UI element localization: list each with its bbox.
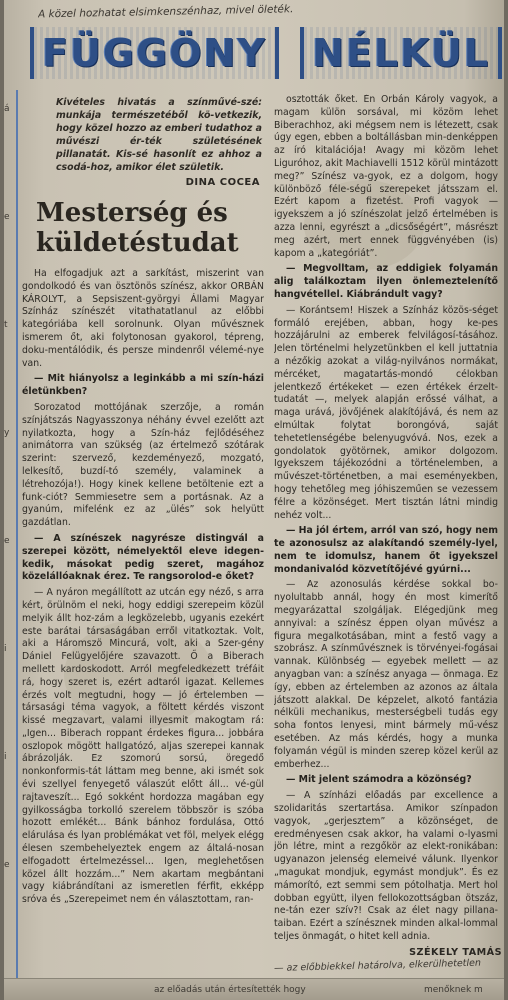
edge-letter: t [4, 320, 8, 330]
column-banner [30, 20, 502, 86]
strip-text-right: menőknek m [424, 985, 483, 995]
body-paragraph: — Az azonosulás kérdése sokkal bo-nyolultabb annál, hogy én most kimerítő megyarázattal szolgáljak. Elégedjünk meg annyival: a színész éppen olyan művész a figura megalkotásában, mint a festő vagy a szobrász. A színművésznek is törvényei-fogásai vannak. Különbség — egyebek mellett — az anyagban van: a színész anyaga — önmaga. Ez így, ebben az értelemben az azonos az általa játszott alakkal. De képzelet, alkotó fantázia nélküli mechanikus, mesterségbeli tudás egy soha fontos lenyesi, mint bármely mű-vész esetében. Az más kérdés, hogy a munka folyamán végül is minden szerep közel kerül az emberhez... [274, 579, 498, 770]
headline-line-2: küldetéstudat [36, 228, 239, 258]
intro-quote: Kivételes hivatás a színművé-szé: munkája természetéből kö-vetkezik, hogy közel hozzo az emberi tudathoz a művészi ér-ték születésének pillanatát. Kis-sé hasonlít ez ahhoz a csodá-hoz, amikor élet születik. [56, 97, 262, 173]
body-paragraph: — A nyáron megállított az utcán egy néző, s arra kért, örülnöm el neki, hogy eddigi szerepeim közül melyik állt hoz-zám a legközelebb, ugyanis ezekért este barátai társaságában erről vitatkoztak. Volt, aki a Háromszö Mincurá, volt, aki a Szer-gény Dániel Felügyelőjére szavazott. Ő a Biberach mellett kardoskodott. Arról megfeledkezett tréfáit rá, hogy szeret is, ezért adtaról igazat. Kellemes érzés volt megtudni, hogy — jó értelemben — társasági téma vagyok, a föltett kérdés viszont kissé megzavart, valami illyesmit makogtam rá: „Igen... Biberach roppant érdekes figura... jobbára oszlopok mögött hallgatózó, aljas szerepei kannak ábrázolják. Ez szomorú sorsú, öregedő nonkonformis-tát láttam meg benne, aki ismét sok évi szellyel fenyegető válaszút előtt áll... vé-gül rajtaveszít... Egó sokként hordozza magában egy gyilkosságba torkolló szerelem többször is szóba hozott emlékét... Bánk bánhoz fordulása, Ottó elárulása és lyan problémákat vet föl, melyek elégg élesen szembehelyeztek engem az általá-nosan elfogadott értelmezéssel... Igen, meglehetősen közel állt hozzám...” Nem akartam megbántani vagy kiábrándítani az ismeretlen férfit, ekképp sróva és „Szerepeimet nem én választottam, ran- [22, 587, 264, 906]
blue-column-rule [16, 90, 18, 980]
banner-word-left: FÜGGÖNY [30, 27, 279, 79]
edge-letter: e [4, 860, 10, 870]
interview-question: — A színészek nagyrésze distingvál a szerepei között, némelyektől eleve idegen-kedik, másokat pedig szeret, magához közelállóaknak érez. Te rangsorolod-e őket? [22, 532, 264, 583]
intro-quote-author: DINA COCEA [185, 177, 260, 188]
body-paragraph: Ha elfogadjuk azt a sarkítást, miszerint van gondolkodó és van ösztönös színész, akkor ORBÁN KÁROLYT, a Sepsiszent-györgyi Állami Magyar Színház színészét vitathatatlanul az előbbi kategóriába kell sorolnunk. Olyan művésznek ismerem őt, aki folytonosan gyakorol, tépreng, doku-mentálódik, és persze mindenről vélemé-nye van. [22, 268, 264, 369]
newspaper-page [4, 0, 504, 1000]
edge-letter: y [4, 428, 10, 438]
body-paragraph: Sorozatod mottójának szerzője, a román színjátszás Nagyasszonya néhány évvel ezelőtt azt nyilatkozta, hogy a Szín-ház fejlődéséhez animátorra van szükség (az értelmező szótárak szerint: szervező, kezdeményező, mozgató, lelkesítő, buzdí-tó személy, valaminek a létrehozója!). Hogy kinek kellene betöltenie ezt a funk-ciót? Semmiesetre sem a portásnak. Az a gyanúm, mifelénk ez az „ülés” sok helyütt gazdátlan. [22, 401, 264, 529]
edge-letter: á [4, 104, 10, 114]
left-column [22, 96, 268, 976]
author-signature: SZÉKELY TAMÁS [409, 946, 502, 958]
body-paragraph: — Korántsem! Hiszek a Színház közös-séget formáló erejében, abban, hogy ke-pes hozzájárulni az emberek felvilágosí-tásához. Jelen történelmi helyzetünkben el kell juttatnia a nézőkig azokat a világ-nyilvános normákat, mércéket, magatartás-mondó célokban jelentkező értékeket — ezen értékek érzelt-tudatát —, melyek alapján erőssé válhat, a maga urává, jövőjének alakítójává, és nem az elmúltak folytat borongóvá, saját tehetetlenségébe belenyugvóvá. Nos, ezek a gondolatok gyötörnek, amikor dolgozom. Igyekszem tájékozódni a történelemben, a művészet-történetben, a mai eseményekben, hogy tehetőleg meg jóhiszeműen se vezessem félre a közönséget. Mert tisztán látni mindig nehéz volt... [274, 304, 498, 521]
interview-question: — Mit jelent számodra a közönség? [286, 774, 472, 786]
right-column [274, 94, 502, 974]
edge-letter: e [4, 536, 10, 546]
handwritten-note-bottom: — az előbbiekkel határolva, elkerülhetetlen [274, 957, 482, 974]
article-headline [36, 198, 268, 258]
next-article-strip [4, 978, 504, 1000]
right-column-body [274, 94, 502, 944]
body-paragraph: osztották őket. Én Orbán Károly vagyok, a magam külön sorsával, mi közöm lehet Biberachhoz, aki mégsem nem is létezett, csak úgy egen, ebben a boltállásban min-denképpen az író kitalációja! Avagy mi közöm lehet Liguróhoz, akit Machiavelli 1512 körül mintázott meg?” Színész va-gyok, ez a dolgom, hogy különböző féle-ségű szerepeket játsszam el. Ezért kapom a fizetést. Profi vagyok — igyekszem a jó színészolat jelző értelmében is azza lenni, egyrészt a „dicsőségért”, másrészt meg azért, mert ennek függvényében (is) kapom a „kategóriát”. [274, 94, 498, 259]
left-column-body [22, 268, 268, 907]
strip-text-left: az előadás után értesítették hogy [154, 985, 306, 995]
left-edge-column-fragment [4, 60, 14, 960]
banner-word-right: NÉLKÜL [300, 27, 502, 79]
interview-question: — Megvolltam, az eddigiek folyamán alig találkoztam ilyen önlemeztelenítő hangvétellel. Kiábrándult vagy? [274, 263, 498, 300]
headline-line-1: Mesterség és [36, 198, 228, 228]
interview-question: — Ha jól értem, arról van szó, hogy nem te azonosulsz az alakítandó személy-lyel, nem te idomulsz, hanem őt igyekszel mondanivalód közvetítőjévé gyúrni... [274, 525, 498, 575]
edge-letter: i [4, 752, 7, 762]
edge-letter: i [4, 644, 7, 654]
interview-question: — Mit hiányolsz a leginkább a mi szín-házi életünkben? [22, 373, 264, 398]
body-paragraph: — A színházi előadás par excellence a szolidaritás szertartása. Amikor színpadon vagyok, „gerjesztem” a közönséget, de eredményesen csak akkor, ha valami o-lyasmi jön létre, mint a rezgőkör az elekt-ronikában: ugyanazon jelenség elemeivé válunk. Ilyenkor „magukat mondjuk, egymást mondjuk”. És ez mámorító, ezt semmi sem pótolhatja. Mert hol dobban együtt, ilyen fellokozottságban ötszáz, ne-tán ezer szív?! Csak az élet nagy pillana-taiban. Ezért a színésznek minden alkal-lommal teljes önmagát, o hitet kell adnia. [274, 790, 498, 942]
edge-letter: e [4, 212, 10, 222]
handwritten-note-top: A közel hozhatat elsimkenszénhaz, mivel öleték. [37, 3, 294, 21]
